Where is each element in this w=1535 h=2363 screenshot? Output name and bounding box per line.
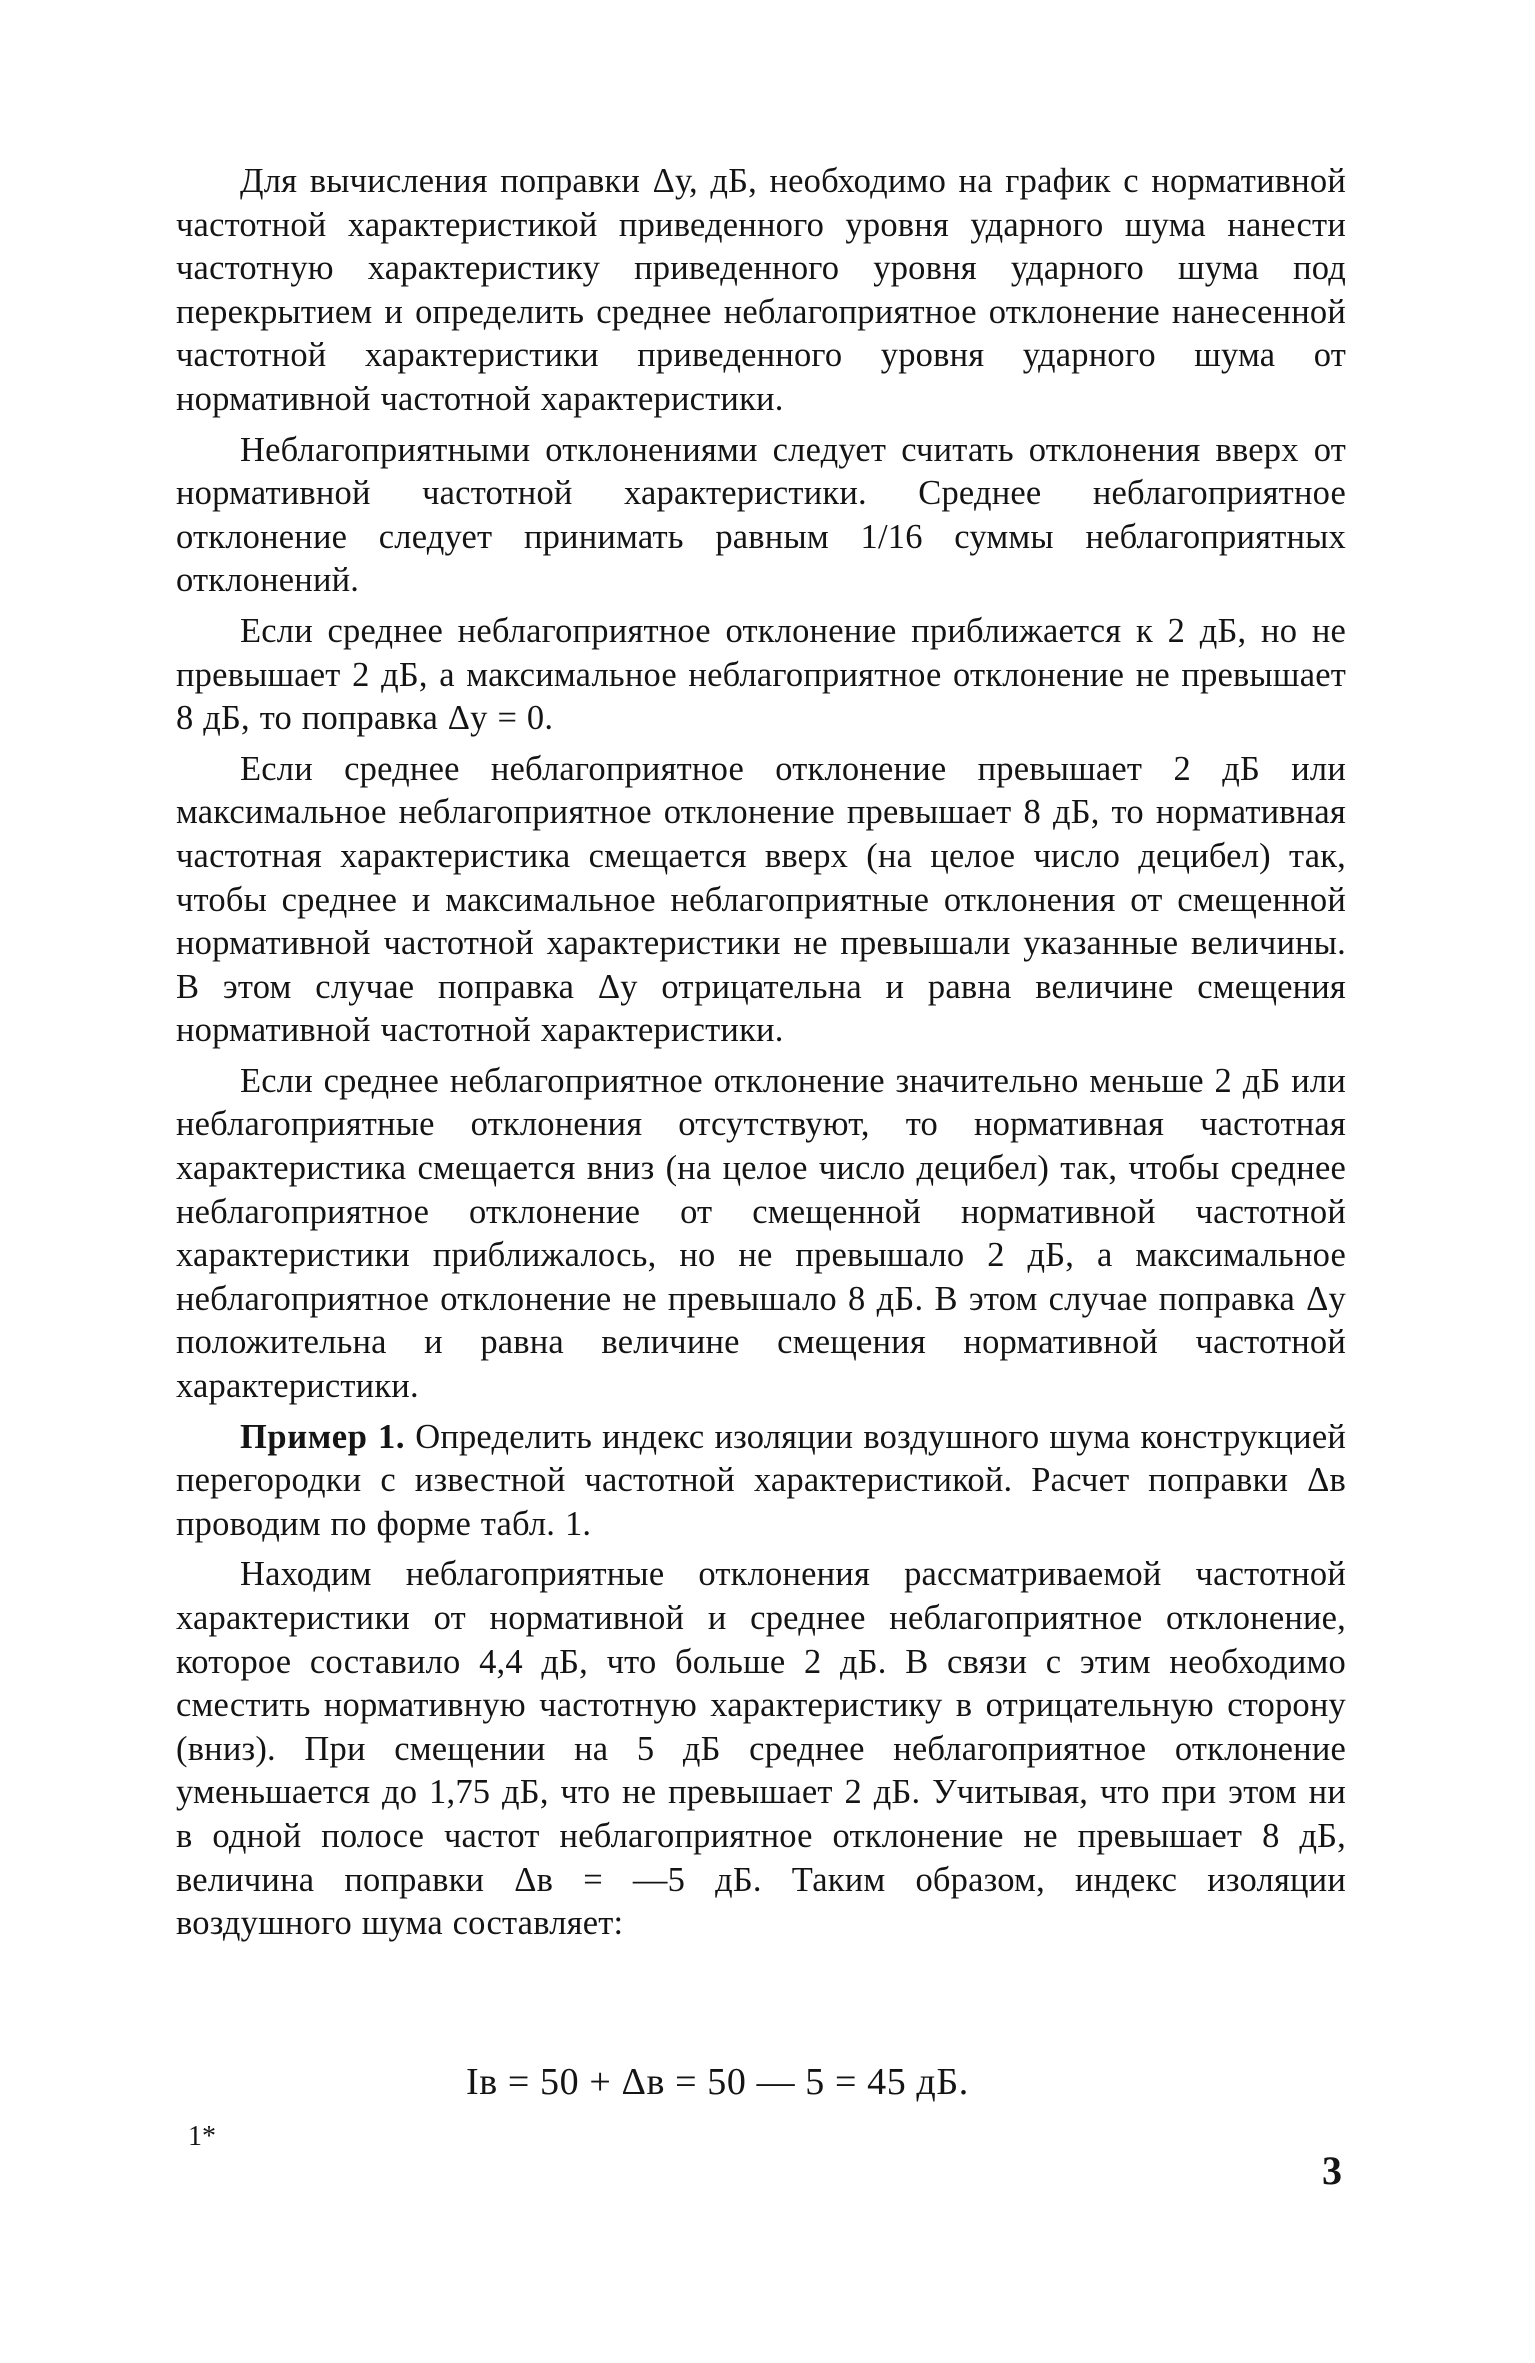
example-lead: Пример 1. xyxy=(240,1417,406,1456)
paragraph-example-solution: Находим неблагоприятные отклонения рассматриваемой частотной характеристики от нормативной и среднее неблагоприятное отклонение, которое составило 4,4 дБ, что больше 2 дБ. В связи с этим необходимо сместить нормативную частотную характеристику в отрицательную сторону (вниз). При смещении на 5 дБ среднее неблагоприятное отклонение уменьшается до 1,75 дБ, что не превышает 2 дБ. Учитывая, что при этом ни в одной полосе частот неблагоприятное отклонение не превышает 8 дБ, величина поправки Δв = —5 дБ. Таким образом, индекс изоляции воздушного шума составляет: xyxy=(176,1555,1346,1943)
paragraph-example-1 xyxy=(176,1416,1346,1547)
paragraph-zero-correction: Если среднее неблагоприятное отклонение приближается к 2 дБ, но не превышает 2 дБ, а максимальное неблагоприятное отклонение не превышает 8 дБ, то поправка Δу = 0. xyxy=(176,611,1346,738)
example-text: Определить индекс изоляции воздушного шума конструкцией перегородки с известной частотной характеристикой. Расчет поправки Δв проводим по форме табл. 1. xyxy=(176,1417,1346,1543)
paragraph-unfavorable-deviations: Неблагоприятными отклонениями следует считать отклонения вверх от нормативной частотной характеристики. Среднее неблагоприятное отклонение следует принимать равным 1/16 суммы неблагоприятных отклонений. xyxy=(176,430,1346,600)
paragraph-shift-up: Если среднее неблагоприятное отклонение превышает 2 дБ или максимальное неблагоприятное отклонение превышает 8 дБ, то нормативная частотная характеристика смещается вверх (на целое число децибел) так, чтобы среднее и максимальное неблагоприятные отклонения от смещенной нормативной частотной характеристики не превышали указанные величины. В этом случае поправка Δу отрицательна и равна величине смещения нормативной частотной характеристики. xyxy=(176,749,1346,1050)
document-body xyxy=(176,160,1346,1946)
paragraph-shift-down: Если среднее неблагоприятное отклонение значительно меньше 2 дБ или неблагоприятные отклонения отсутствуют, то нормативная частотная характеристика смещается вниз (на целое число децибел) так, чтобы среднее неблагоприятное отклонение от смещенной нормативной частотной характеристики приближалось, но не превышало 2 дБ, а максимальное неблагоприятное отклонение не превышало 8 дБ. В этом случае поправка Δу положительна и равна величине смещения нормативной частотной характеристики. xyxy=(176,1061,1346,1406)
insulation-index-formula: Iв = 50 + Δв = 50 — 5 = 45 дБ. xyxy=(466,2061,969,2103)
footnote-mark: 1* xyxy=(188,2121,216,2152)
paragraph-correction-calculation: Для вычисления поправки Δу, дБ, необходимо на график с нормативной частотной характеристикой приведенного уровня ударного шума нанести частотную характеристику приведенного уровня ударного шума под перекрытием и определить среднее неблагоприятное отклонение нанесенной частотной характеристики приведенного уровня ударного шума от нормативной частотной характеристики. xyxy=(176,162,1346,418)
page-number: 3 xyxy=(1322,2148,1342,2193)
